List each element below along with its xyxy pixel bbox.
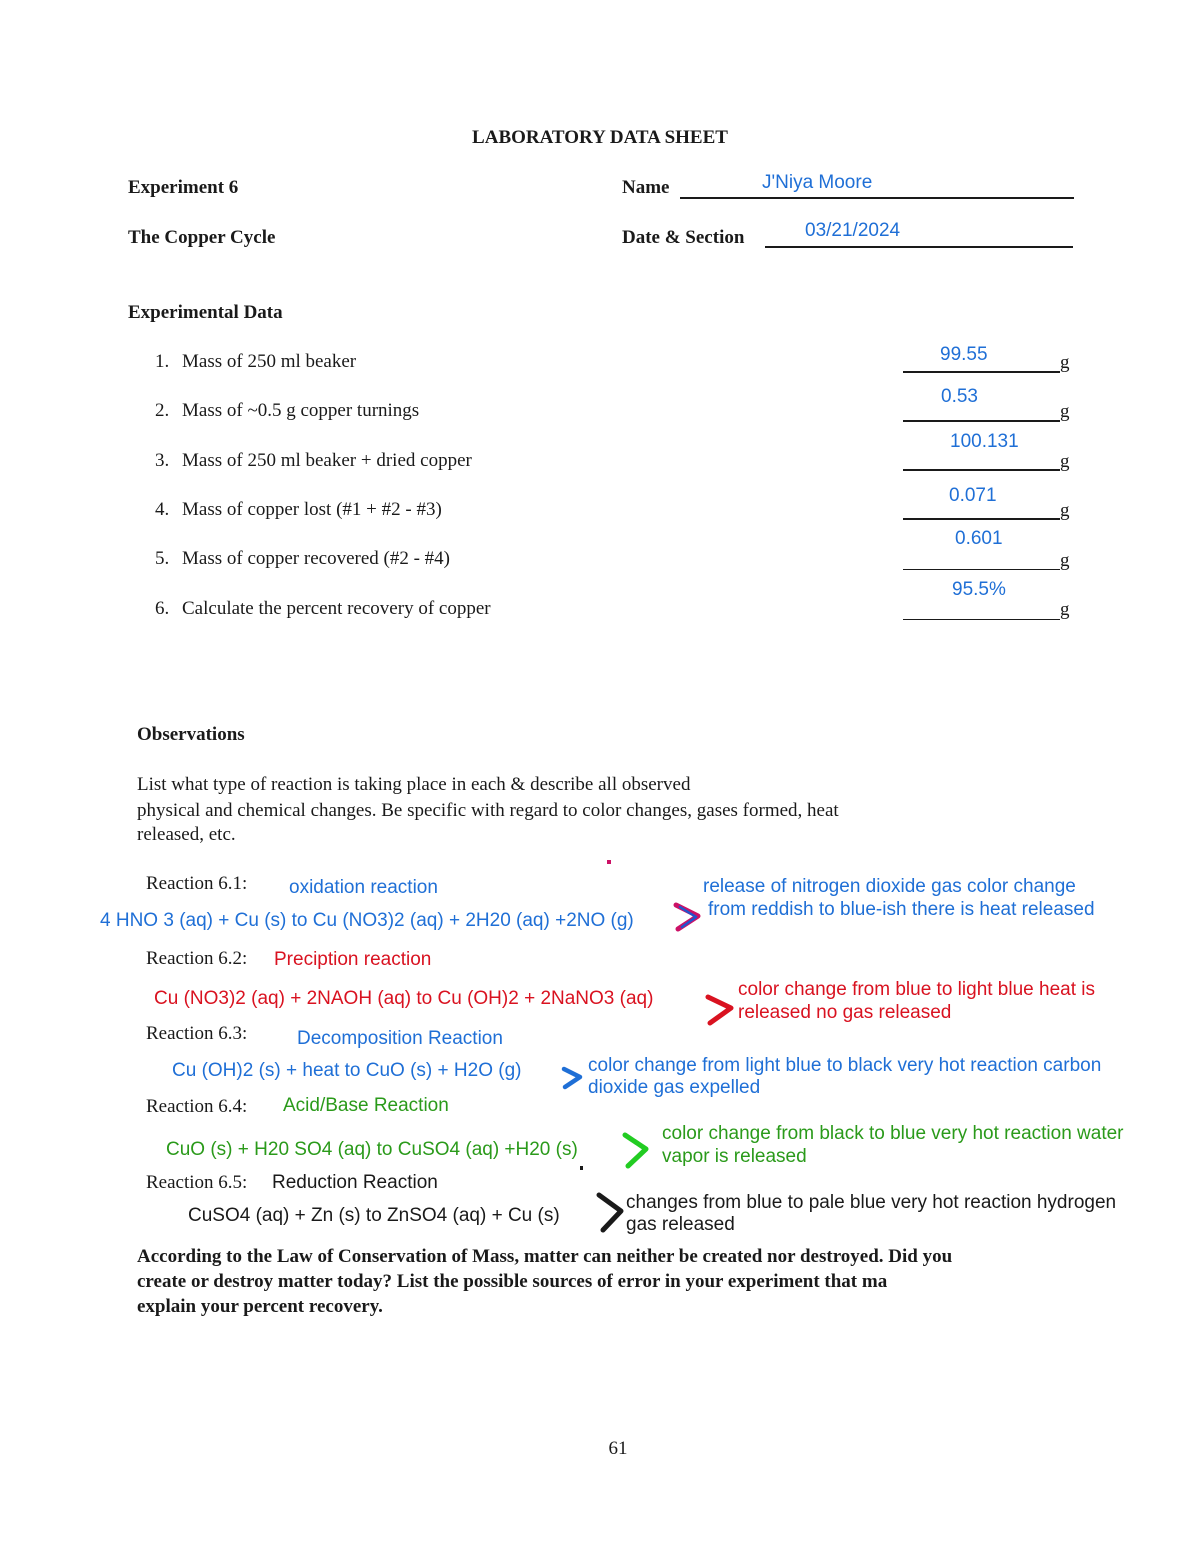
reaction-note[interactable]: dioxide gas expelled: [588, 1077, 761, 1098]
name-underline: [680, 197, 1074, 199]
data-item-underline: [903, 518, 1060, 520]
conclusion-line: According to the Law of Conservation of Mass, matter can neither be created nor destroyed. Did you: [137, 1246, 953, 1267]
data-item-number: 1.: [155, 351, 170, 372]
reaction-note[interactable]: vapor is released: [662, 1146, 807, 1167]
reaction-type[interactable]: oxidation reaction: [289, 877, 438, 898]
reaction-note[interactable]: color change from light blue to black very hot reaction carbon: [588, 1055, 1102, 1076]
data-item-underline: [903, 420, 1060, 422]
data-item-underline: [903, 469, 1060, 471]
page-number: 61: [608, 1438, 628, 1459]
reaction-note[interactable]: color change from blue to light blue heat is: [738, 979, 1095, 1000]
data-item-label: Mass of copper recovered (#2 - #4): [182, 548, 451, 569]
page-title: LABORATORY DATA SHEET: [472, 127, 728, 148]
bracket-arrow-icon: [594, 1190, 628, 1236]
bracket-arrow-icon: [620, 1130, 652, 1172]
reaction-type[interactable]: Acid/Base Reaction: [283, 1095, 449, 1116]
reaction-note[interactable]: changes from blue to pale blue very hot reaction hydrogen: [626, 1192, 1117, 1213]
reaction-equation[interactable]: CuO (s) + H20 SO4 (aq) to CuSO4 (aq) +H20 (s): [166, 1139, 578, 1160]
data-item-label: Mass of 250 ml beaker: [182, 351, 357, 372]
data-item-value[interactable]: 95.5%: [952, 579, 1006, 600]
date-field[interactable]: 03/21/2024: [805, 220, 901, 241]
data-item-underline: [903, 371, 1060, 373]
reaction-equation[interactable]: 4 HNO 3 (aq) + Cu (s) to Cu (NO3)2 (aq) + 2H20 (aq) +2NO (g): [100, 910, 634, 931]
reaction-label: Reaction 6.3:: [146, 1023, 248, 1044]
instructions-line: physical and chemical changes. Be specific with regard to color changes, gases formed, heat: [137, 800, 839, 821]
data-item-unit: g: [1060, 500, 1070, 521]
data-item-unit: g: [1060, 401, 1070, 422]
reaction-equation[interactable]: Cu (OH)2 (s) + heat to CuO (s) + H2O (g): [172, 1060, 522, 1081]
data-item-value[interactable]: 99.55: [940, 344, 988, 365]
reaction-label: Reaction 6.2:: [146, 948, 248, 969]
reaction-note[interactable]: color change from black to blue very hot reaction water: [662, 1123, 1124, 1144]
date-underline: [765, 246, 1073, 248]
data-item-underline: [903, 569, 1060, 570]
conclusion-line: explain your percent recovery.: [137, 1296, 383, 1317]
data-item-value[interactable]: 0.071: [949, 485, 997, 506]
data-item-number: 5.: [155, 548, 170, 569]
date-section-label: Date & Section: [622, 227, 745, 248]
data-item-number: 2.: [155, 400, 170, 421]
reaction-type[interactable]: Reduction Reaction: [272, 1172, 438, 1193]
data-item-label: Mass of ~0.5 g copper turnings: [182, 400, 420, 421]
bracket-arrow-icon: [672, 900, 704, 934]
reaction-type[interactable]: Decomposition Reaction: [297, 1028, 503, 1049]
data-item-number: 4.: [155, 499, 170, 520]
data-item-value[interactable]: 0.601: [955, 528, 1003, 549]
data-item-underline: [903, 619, 1060, 620]
reaction-note[interactable]: released no gas released: [738, 1002, 952, 1023]
data-item-label: Mass of 250 ml beaker + dried copper: [182, 450, 472, 471]
experimental-data-heading: Experimental Data: [128, 302, 283, 323]
data-item-label: Calculate the percent recovery of copper: [182, 598, 491, 619]
name-label: Name: [622, 177, 670, 198]
conclusion-line: create or destroy matter today? List the possible sources of error in your experiment that ma: [137, 1271, 888, 1292]
reaction-label: Reaction 6.5:: [146, 1172, 248, 1193]
reaction-equation[interactable]: CuSO4 (aq) + Zn (s) to ZnSO4 (aq) + Cu (s): [188, 1205, 560, 1226]
reaction-note[interactable]: gas released: [626, 1214, 735, 1235]
observations-heading: Observations: [137, 724, 245, 745]
data-item-unit: g: [1060, 451, 1070, 472]
reaction-label: Reaction 6.4:: [146, 1096, 248, 1117]
reaction-note[interactable]: release of nitrogen dioxide gas color change: [703, 876, 1076, 897]
reaction-type[interactable]: Preciption reaction: [274, 949, 432, 970]
data-item-value[interactable]: 0.53: [941, 386, 978, 407]
stray-dot-mark: [607, 860, 611, 864]
bracket-arrow-icon: [704, 992, 736, 1028]
reaction-note[interactable]: from reddish to blue-ish there is heat released: [708, 899, 1095, 920]
bracket-arrow-icon: [560, 1064, 586, 1092]
reaction-equation[interactable]: Cu (NO3)2 (aq) + 2NAOH (aq) to Cu (OH)2 + 2NaNO3 (aq): [154, 988, 654, 1009]
data-item-unit: g: [1060, 599, 1070, 620]
instructions-line: released, etc.: [137, 824, 236, 845]
experiment-subtitle: The Copper Cycle: [128, 227, 276, 248]
instructions-line: List what type of reaction is taking place in each & describe all observed: [137, 774, 691, 795]
data-item-label: Mass of copper lost (#1 + #2 - #3): [182, 499, 442, 520]
data-item-value[interactable]: 100.131: [950, 431, 1019, 452]
stray-dot-mark: [580, 1166, 583, 1170]
data-item-number: 6.: [155, 598, 170, 619]
data-item-number: 3.: [155, 450, 170, 471]
reaction-label: Reaction 6.1:: [146, 873, 248, 894]
data-item-unit: g: [1060, 352, 1070, 373]
data-item-unit: g: [1060, 550, 1070, 571]
experiment-label: Experiment 6: [128, 177, 239, 198]
name-field[interactable]: J'Niya Moore: [762, 172, 873, 193]
